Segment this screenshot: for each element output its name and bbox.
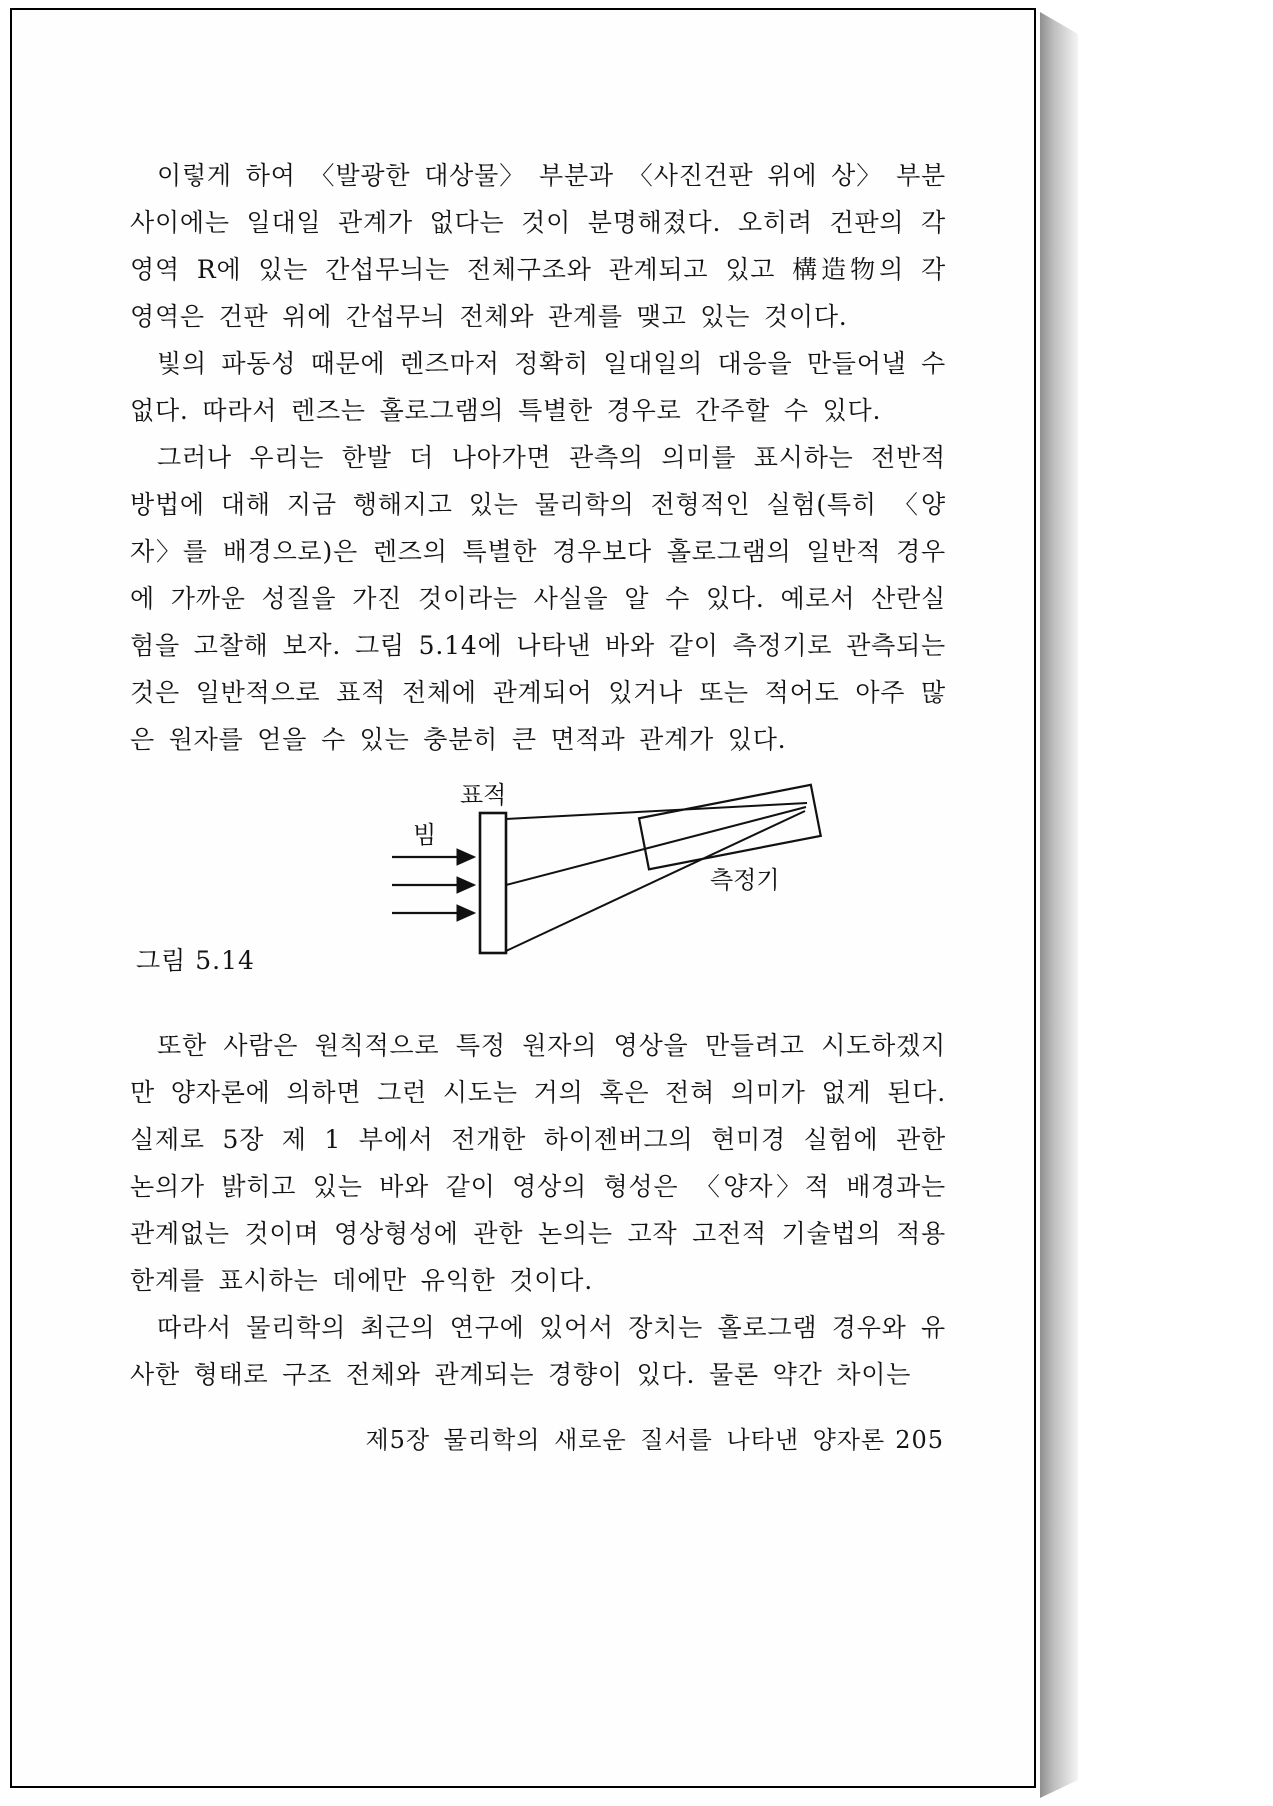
page-number: 205 (895, 1426, 944, 1454)
paragraph: 그러나 우리는 한발 더 나아가면 관측의 의미를 표시하는 전반적 방법에 대해 지금 행해지고 있는 물리학의 전형적인 실험(특히 〈양자〉를 배경으로)은 렌즈의 특별한 경우보다 홀로그램의 일반적 경우에 가까운 성질을 가진 것이라는 사실을 알 수 있다. 예로서 산란실험을 고찰해 보자. 그림 5.14에 나타낸 바와 같이 측정기로 관측되는 것은 일반적으로 표적 전체에 관계되어 있거나 또는 적어도 아주 많은 원자를 얻을 수 있는 충분히 큰 면적과 관계가 있다. (130, 443, 946, 754)
paragraph: 또한 사람은 원칙적으로 특정 원자의 영상을 만들려고 시도하겠지만 양자론에 의하면 그런 시도는 거의 혹은 전혀 의미가 없게 된다. 실제로 5장 제 1 부에서 전개한 하이젠버그의 현미경 실험에 관한 논의가 밝히고 있는 바와 같이 영상의 형성은 〈양자〉적 배경과는 관계없는 것이며 영상형성에 관한 논의는 고작 고전적 기술법의 적용한계를 표시하는 데에만 유익한 것이다. (130, 1031, 946, 1295)
paragraph: 이렇게 하여 〈발광한 대상물〉 부분과 〈사진건판 위에 상〉 부분 사이에는 일대일 관계가 없다는 것이 분명해졌다. 오히려 건판의 각 영역 R에 있는 간섭무늬는 전체구조와 관계되고 있고 構造物의 각 영역은 건판 위에 간섭무늬 전체와 관계를 맺고 있는 것이다. (130, 161, 946, 331)
book-page-edge (1040, 12, 1078, 1798)
scatter-diagram (380, 773, 950, 988)
page-footer (130, 1420, 946, 1455)
target-slab (480, 813, 506, 953)
figure-label-beam: 빔 (413, 821, 437, 849)
book-page (10, 8, 1036, 1788)
figure-label-target: 표적 (460, 781, 507, 809)
figure-caption: 그림 5.14 (136, 946, 255, 975)
paragraph: 따라서 물리학의 최근의 연구에 있어서 장치는 홀로그램 경우와 유사한 형태로 구조 전체와 관계되는 경향이 있다. 물론 약간 차이는 (130, 1313, 946, 1389)
page-content (130, 152, 946, 1455)
footer-chapter-text: 제5장 물리학의 새로운 질서를 나타낸 양자론 (365, 1426, 886, 1454)
beam-arrows (392, 857, 474, 913)
paragraph: 빛의 파동성 때문에 렌즈마저 정확히 일대일의 대응을 만들어낼 수 없다. 따라서 렌즈는 홀로그램의 특별한 경우로 간주할 수 있다. (130, 349, 946, 425)
figure-label-detector: 측정기 (710, 866, 780, 894)
scatter-experiment-figure (130, 773, 946, 988)
